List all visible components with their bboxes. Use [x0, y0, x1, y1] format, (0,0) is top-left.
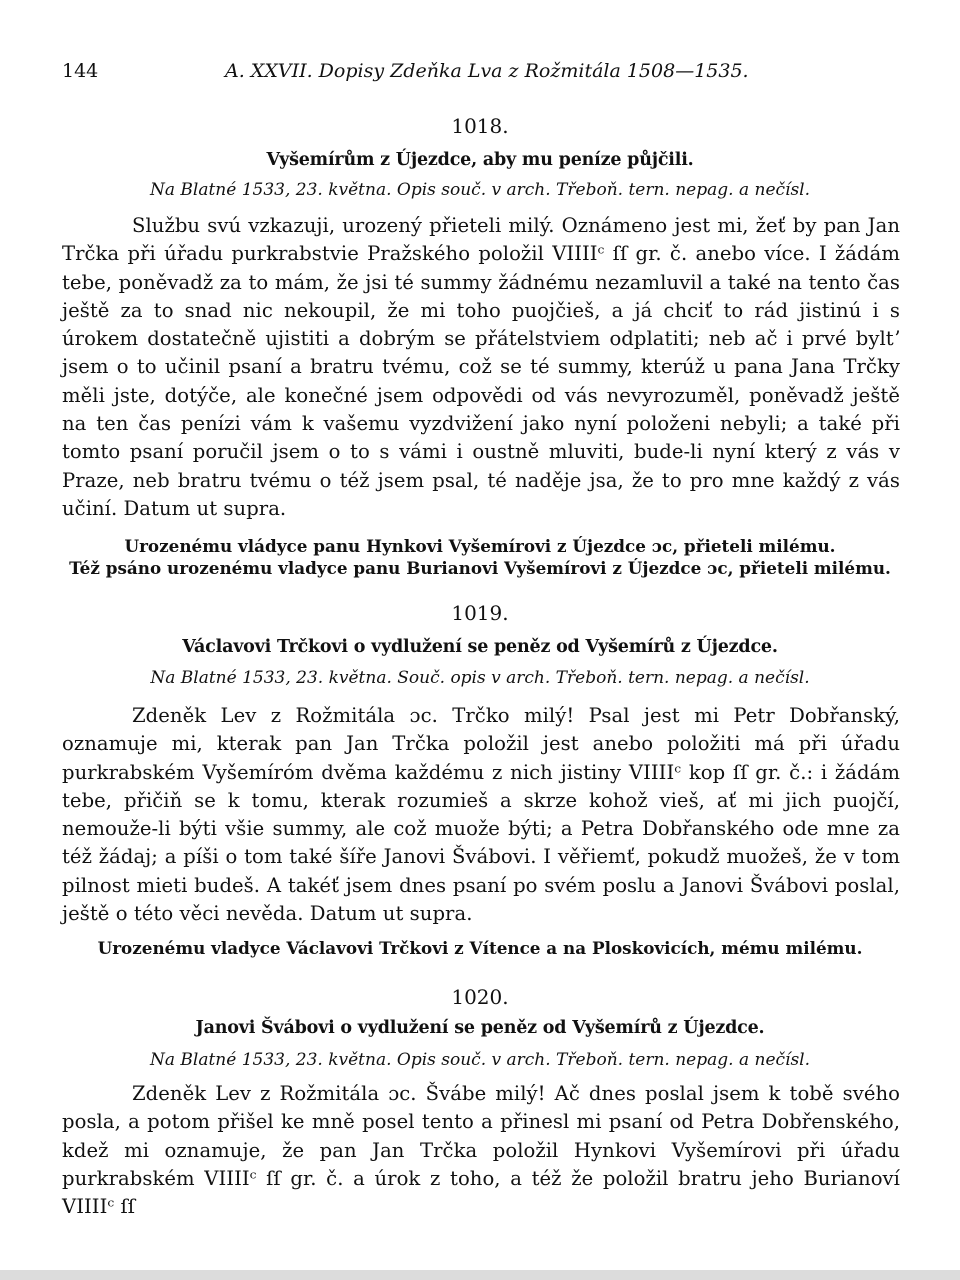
page-bottom-edge: [0, 1270, 960, 1280]
letter-address: [0, 937, 960, 959]
letter-number: 1018.: [451, 114, 509, 138]
letter-body: [62, 702, 900, 928]
running-head: [60, 60, 900, 90]
address-line: Též psáno urozenému vladyce panu Burianovi Vyšemírovi z Újezdce ɔc, přieteli milému.: [69, 558, 891, 578]
letter-heading: Janovi Švábovi o vydlužení se peněz od Vyšemírů z Újezdce.: [195, 1018, 765, 1038]
address-line: Urozenému vladyce Václavovi Trčkovi z Vítence a na Ploskovicích, mému milému.: [97, 938, 863, 958]
letter-address: [0, 535, 960, 579]
letter-body: [62, 212, 900, 523]
letter-body-text: Zdeněk Lev z Rožmitála ɔc. Švábe milý! Ač dnes poslal jsem k tobě svého posla, a potom přišel ke mně posel tento a přinesl mi psaní od Petra Dobřenského, kdež mi oznamuje, že pan Jan Trčka položil Hynkovi Vyšemírovi při úřadu purkrabském VIIIIᶜ ſſ gr. č. a úrok z toho, a též že položil bratru jeho Burianoví VIIIIᶜ ſſ: [62, 1082, 900, 1219]
letter-body-text: Službu svú vzkazuji, urozený přieteli milý. Oznámeno jest mi, žeť by pan Jan Trčka při úřadu purkrabstvie Pražského položil VIIIIᶜ ſſ gr. č. anebo více. I žádám tebe, poněvadž za to mám, že jsi té summy žádnému nezamluvil a také na tento čas ještě za to snad nic nekoupil, že mi toho puojčieš, a já chciť to rád jistinú i s úrokem dostatečně ujistiti a dobrým se přátelstviem odplatiti; neb ač i prvé byltʼ jsem o to učinil psaní a bratru tvému, což se té summy, kterúž u pana Jana Trčky měli jste, dotýče, ale konečné jsem odpovědi od vás nevyrozuměl, poněvadž ještě na ten čas penízi vám k vašemu vyzdvižení jako nyní položeni nebyli; a také při tomto psaní poručil jsem o to s vámi i oustně mluviti, bude-li nyní který z vás v Praze, neb bratru tvému o též jsem psal, té naděje jsa, že to pro mne každý z vás učiní. Datum ut supra.: [62, 214, 900, 520]
letter-source-note: Na Blatné 1533, 23. května. Souč. opis v arch. Třeboň. tern. nepag. a nečísl.: [150, 668, 810, 688]
letter-number: 1019.: [451, 601, 509, 625]
letter-heading: Vyšemírům z Újezdce, aby mu peníze půjčili.: [266, 150, 694, 170]
page-number: 144: [62, 60, 99, 82]
running-head-title: A. XXVII. Dopisy Zdeňka Lva z Rožmitála 1508—1535.: [225, 60, 749, 82]
letter-source-note: Na Blatné 1533, 23. května. Opis souč. v arch. Třeboň. tern. nepag. a nečísl.: [149, 1050, 811, 1070]
letter-heading: Václavovi Trčkovi o vydlužení se peněz od Vyšemírů z Újezdce.: [182, 637, 778, 657]
address-line: Urozenému vládyce panu Hynkovi Vyšemírovi z Újezdce ɔc, přieteli milému.: [124, 536, 836, 556]
letter-source-note: Na Blatné 1533, 23. května. Opis souč. v arch. Třeboň. tern. nepag. a nečísl.: [149, 180, 811, 200]
letter-number: 1020.: [451, 985, 509, 1009]
letter-body: [62, 1080, 900, 1221]
letter-body-text: Zdeněk Lev z Rožmitála ɔc. Trčko milý! Psal jest mi Petr Dobřanský, oznamuje mi, kterak pan Jan Trčka položil jest anebo položiti má při úřadu purkrabském Vyšemíróm dvěma každému z nich jistiny VIIIIᶜ kop ſſ gr. č.: i žádám tebe, přičiň se k tomu, kterak rozumieš a skrze kohož vieš, ať mi jich puojčí, nemouže-li býti všie summy, ale což muože býti; a Petra Dobřanského ode mne za též žádaj; a píši o tom také šíře Janovi Švábovi. I věřiemť, pokudž muožeš, že v tom pilnost mieti budeš. A takéť jsem dnes psaní po svém poslu a Janovi Švábovi poslal, ještě o této věci nevěda. Datum ut supra.: [62, 704, 900, 926]
